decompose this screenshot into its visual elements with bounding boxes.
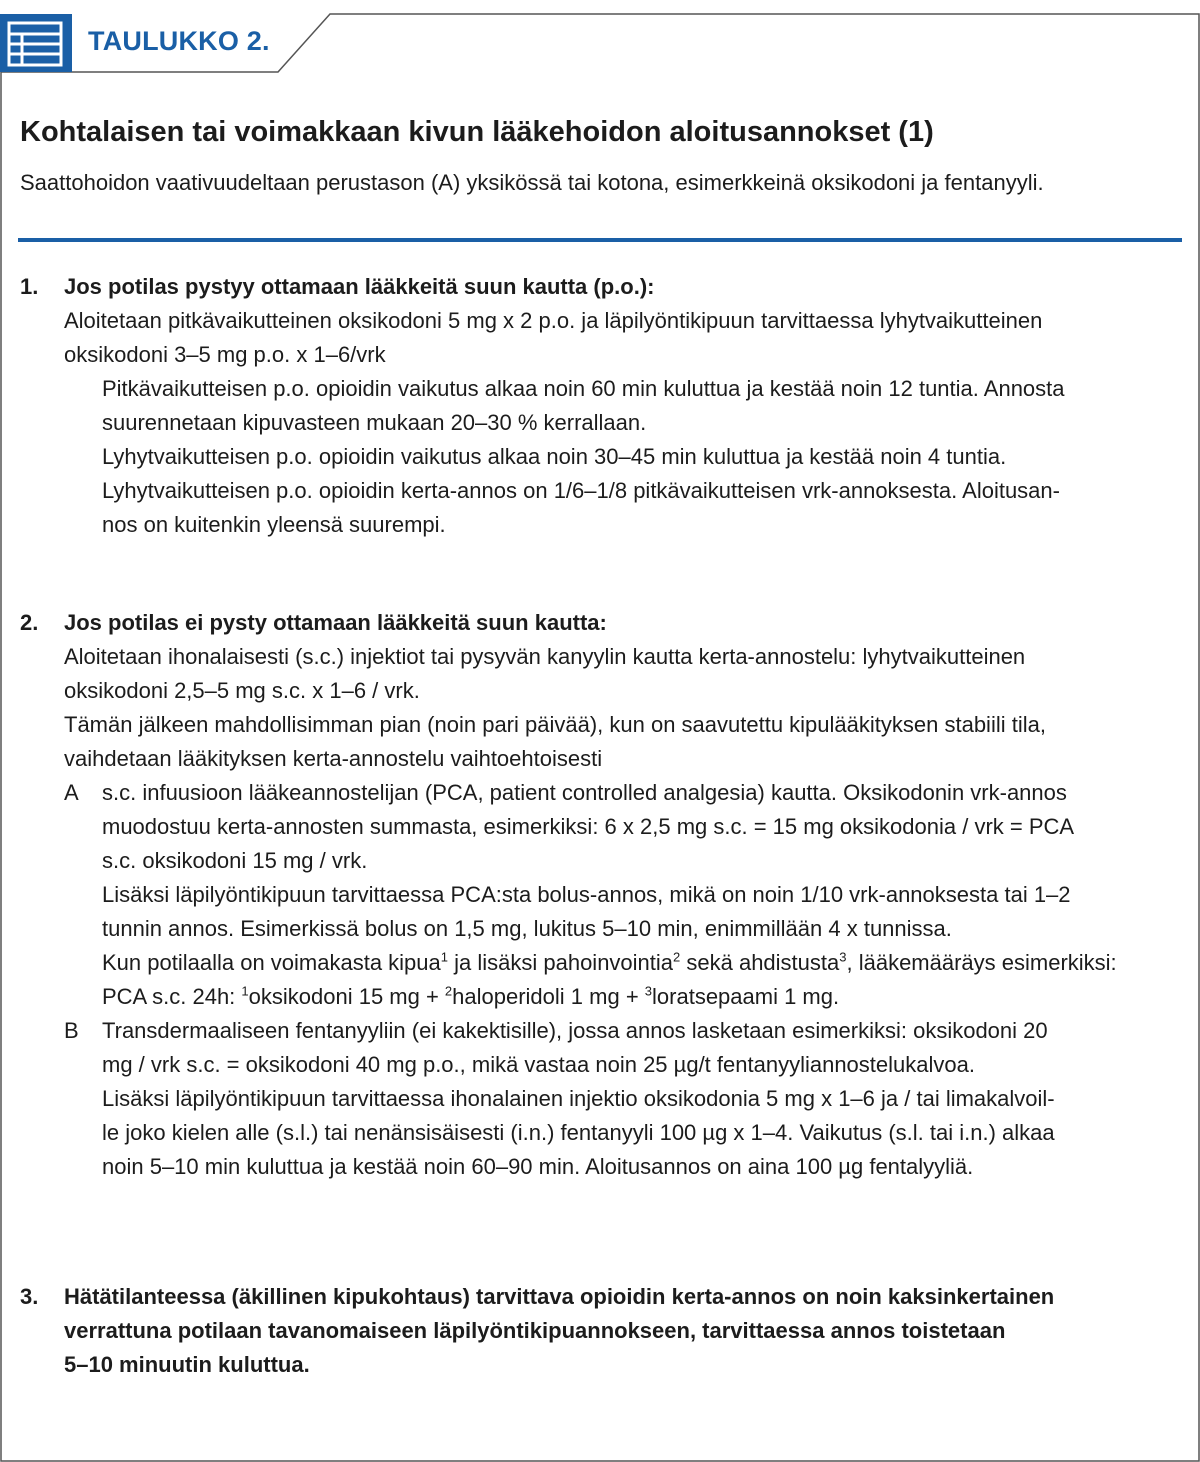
section-heading: Jos potilas pystyy ottamaan lääkkeitä suun kautta (p.o.):	[64, 274, 655, 299]
section-3	[0, 1280, 1200, 1382]
text-line: Aloitetaan pitkävaikutteinen oksikodoni 5 mg x 2 p.o. ja läpilyöntikipuun tarvittaessa lyhytvaikutteinen	[64, 308, 1043, 333]
text-line: Lyhytvaikutteisen p.o. opioidin kerta-annos on 1/6–1/8 pitkävaikutteisen vrk-annoksesta. Aloitusan-	[102, 478, 1060, 503]
text-line: verrattuna potilaan tavanomaiseen läpilyöntikipuannokseen, tarvittaessa annos toistetaan	[64, 1318, 1006, 1343]
text-line-superscripts: PCA s.c. 24h: $^1$oksikodoni 15 mg + $^2$haloperidoli 1 mg + $^3$loratsepaami 1 mg.	[102, 983, 840, 1009]
text-line: suurennetaan kipuvasteen mukaan 20–30 % kerrallaan.	[102, 410, 647, 435]
option-b	[0, 1014, 1200, 1184]
option-letter: A	[64, 780, 79, 805]
text-line: oksikodoni 3–5 mg p.o. x 1–6/vrk	[64, 342, 386, 367]
page-title: Kohtalaisen tai voimakkaan kivun lääkehoidon aloitusannokset (1)	[20, 116, 934, 148]
section-number: 1.	[20, 274, 39, 299]
title-divider	[18, 238, 1182, 242]
text-line: mg / vrk s.c. = oksikodoni 40 mg p.o., mikä vastaa noin 25 µg/t fentanyyliannostelukalvoa.	[102, 1052, 975, 1077]
text-line: le joko kielen alle (s.l.) tai nenänsisäisesti (i.n.) fentanyyli 100 µg x 1–4. Vaikutus (s.l. tai i.n.) alkaa	[102, 1120, 1055, 1145]
text-line: Hätätilanteessa (äkillinen kipukohtaus) tarvittava opioidin kerta-annos on noin kaksinkertainen	[64, 1284, 1055, 1309]
text-line: Transdermaaliseen fentanyyliin (ei kakektisille), jossa annos lasketaan esimerkiksi: oksikodoni 20	[102, 1018, 1048, 1043]
text-line: oksikodoni 2,5–5 mg s.c. x 1–6 / vrk.	[64, 678, 420, 703]
table-content	[0, 270, 1200, 1377]
text-line: nos on kuitenkin yleensä suurempi.	[102, 512, 446, 537]
text-line: Aloitetaan ihonalaisesti (s.c.) injektiot tai pysyvän kanyylin kautta kerta-annostelu: lyhytvaikutteinen	[64, 644, 1026, 669]
section-number: 3.	[20, 1284, 39, 1309]
text-line: Tämän jälkeen mahdollisimman pian (noin pari päivää), kun on saavutettu kipulääkityksen stabiili tila,	[64, 712, 1046, 737]
section-1	[0, 270, 1200, 542]
option-a	[0, 776, 1200, 1014]
text-line: Pitkävaikutteisen p.o. opioidin vaikutus alkaa noin 60 min kuluttua ja kestää noin 12 tuntia. Annosta	[102, 376, 1065, 401]
text-line: tunnin annos. Esimerkissä bolus on 1,5 mg, lukitus 5–10 min, enimmillään 4 x tunnissa.	[102, 916, 952, 941]
table-label: TAULUKKO 2.	[88, 26, 270, 56]
section-heading: Jos potilas ei pysty ottamaan lääkkeitä suun kautta:	[64, 610, 607, 635]
section-2	[0, 606, 1200, 1184]
text-line: muodostuu kerta-annosten summasta, esimerkiksi: 6 x 2,5 mg s.c. = 15 mg oksikodonia / vrk = PCA	[102, 814, 1075, 839]
text-line-superscripts: Kun potilaalla on voimakasta kipua$^1$ ja lisäksi pahoinvointia$^2$ sekä ahdistusta$^3$, lääkemääräys esimerkiksi:	[102, 949, 1117, 975]
text-line: Lisäksi läpilyöntikipuun tarvittaessa ihonalainen injektio oksikodonia 5 mg x 1–6 ja / tai limakalvoil-	[102, 1086, 1055, 1111]
page-subtitle: Saattohoidon vaativuudeltaan perustason (A) yksikössä tai kotona, esimerkkeinä oksikodoni ja fentanyyli.	[20, 170, 1044, 195]
table-list-icon	[0, 14, 72, 72]
option-letter: B	[64, 1018, 79, 1043]
text-line: noin 5–10 min kuluttua ja kestää noin 60–90 min. Aloitusannos on aina 100 µg fentalyyliä.	[102, 1154, 974, 1179]
text-line: s.c. infuusioon lääkeannostelijan (PCA, patient controlled analgesia) kautta. Oksikodonin vrk-annos	[102, 780, 1067, 805]
text-line: Lyhytvaikutteisen p.o. opioidin vaikutus alkaa noin 30–45 min kuluttua ja kestää noin 4 tuntia.	[102, 444, 1007, 469]
text-line: vaihdetaan lääkityksen kerta-annostelu vaihtoehtoisesti	[64, 746, 603, 771]
text-line: s.c. oksikodoni 15 mg / vrk.	[102, 848, 368, 873]
text-line: 5–10 minuutin kuluttua.	[64, 1352, 310, 1377]
section-number: 2.	[20, 610, 39, 635]
text-line: Lisäksi läpilyöntikipuun tarvittaessa PCA:sta bolus-annos, mikä on noin 1/10 vrk-annoksesta tai 1–2	[102, 882, 1071, 907]
